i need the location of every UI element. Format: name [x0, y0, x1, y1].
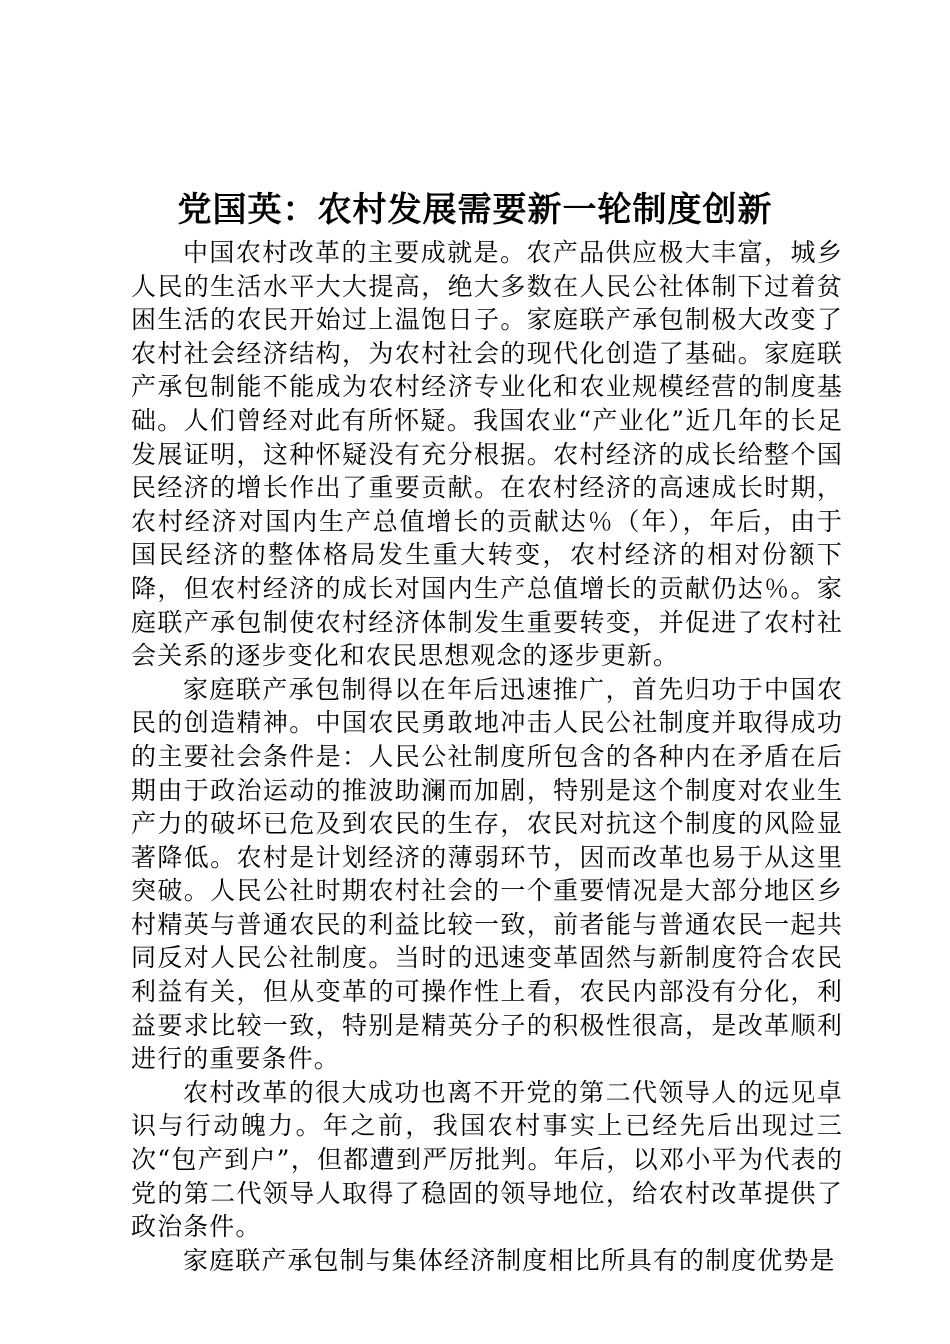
paragraph: 家庭联产承包制得以在年后迅速推广，首先归功于中国农民的创造精神。中国农民勇敢地冲击人民公社制度并取得成功的主要社会条件是：人民公社制度所包含的各种内在矛盾在后期由于政治运动的推波助澜而加剧，特别是这个制度对农业生产力的破坏已危及到农民的生存，农民对抗这个制度的风险显著降低。农村是计划经济的薄弱环节，因而改革也易于从这里突破。人民公社时期农村社会的一个重要情况是大部分地区乡村精英与普通农民的利益比较一致，前者能与普通农民一起共同反对人民公社制度。当时的迅速变革固然与新制度符合农民利益有关，但从变革的可操作性上看，农民内部没有分化，利益要求比较一致，特别是精英分子的积极性很高，是改革顺利进行的重要条件。	[131, 674, 843, 1074]
document-body	[131, 236, 843, 1277]
document-title: 党国英：农村发展需要新一轮制度创新	[177, 190, 773, 230]
paragraph: 农村改革的很大成功也离不开党的第二代领导人的远见卓识与行动魄力。年之前，我国农村事实上已经先后出现过三次“包产到户”，但都遭到严厉批判。年后，以邓小平为代表的党的第二代领导人取得了稳固的领导地位，给农村改革提供了政治条件。	[131, 1077, 843, 1242]
paragraph: 中国农村改革的主要成就是。农产品供应极大丰富，城乡人民的生活水平大大提高，绝大多数在人民公社体制下过着贫困生活的农民开始过上温饱日子。家庭联产承包制极大改变了农村社会经济结构，为农村社会的现代化创造了基础。家庭联产承包制能不能成为农村经济专业化和农业规模经营的制度基础。人们曾经对此有所怀疑。我国农业“产业化”近几年的长足发展证明，这种怀疑没有充分根据。农村经济的成长给整个国民经济的增长作出了重要贡献。在农村经济的高速成长时期，农村经济对国内生产总值增长的贡献达％（年），年后，由于国民经济的整体格局发生重大转变，农村经济的相对份额下降，但农村经济的成长对国内生产总值增长的贡献仍达％。家庭联产承包制使农村经济体制发生重要转变，并促进了农村社会关系的逐步变化和农民思想观念的逐步更新。	[131, 238, 843, 671]
paragraph: 家庭联产承包制与集体经济制度相比所具有的制度优势是	[183, 1245, 836, 1275]
